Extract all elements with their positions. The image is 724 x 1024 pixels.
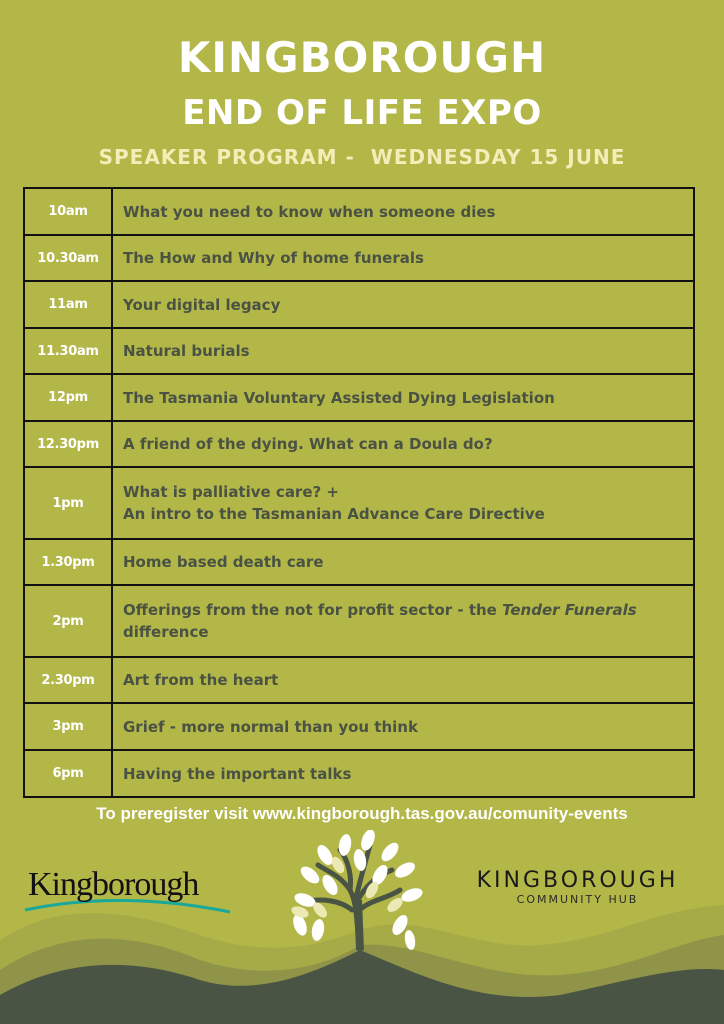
time-cell: 2.30pm: [25, 658, 113, 702]
topic-text: Home based death care: [123, 553, 324, 571]
table-row: [25, 540, 693, 586]
time-cell: 10.30am: [25, 236, 113, 280]
time-cell: 3pm: [25, 704, 113, 749]
topic-text-line1: What is palliative care? +: [123, 483, 339, 501]
topic-text: Art from the heart: [123, 671, 279, 689]
time-cell: 10am: [25, 189, 113, 234]
table-row: [25, 468, 693, 540]
topic-cell: [113, 189, 693, 234]
table-row: [25, 236, 693, 282]
time-cell: 1.30pm: [25, 540, 113, 584]
topic-cell: [113, 586, 693, 656]
topic-text: Natural burials: [123, 342, 250, 360]
topic-text-italic: Tender Funerals: [502, 601, 637, 619]
time-cell: 1pm: [25, 468, 113, 538]
time-cell: 12.30pm: [25, 422, 113, 466]
table-row: [25, 658, 693, 704]
topic-text: Your digital legacy: [123, 295, 281, 314]
title-kingborough: KINGBOROUGH: [177, 33, 547, 82]
rolling-hills-illustration: [0, 830, 724, 1024]
table-row: [25, 422, 693, 468]
topic-text-prefix: Offerings from the not for profit sector - the: [123, 601, 503, 619]
title-end-of-life-expo: END OF LIFE EXPO: [182, 93, 542, 133]
topic-text: [123, 599, 693, 621]
topic-cell: [113, 236, 693, 280]
table-row: [25, 704, 693, 751]
preregister-link-text[interactable]: To preregister visit www.kingborough.tas.gov.au/comunity-events: [96, 804, 628, 823]
table-row: [25, 751, 693, 796]
hub-logo-subtitle: COMMUNITY HUB: [516, 893, 639, 906]
topic-text: The How and Why of home funerals: [123, 249, 424, 267]
topic-text: A friend of the dying. What can a Doula do?: [123, 435, 493, 453]
table-row: [25, 282, 693, 329]
table-row: [25, 329, 693, 375]
topic-text: The Tasmania Voluntary Assisted Dying Legislation: [123, 388, 555, 407]
topic-cell: [113, 658, 693, 702]
topic-cell: [113, 375, 693, 420]
time-cell: 6pm: [25, 751, 113, 796]
topic-text-line2: An intro to the Tasmanian Advance Care Directive: [123, 505, 545, 523]
time-cell: 2pm: [25, 586, 113, 656]
topic-text: Grief - more normal than you think: [123, 717, 418, 736]
topic-cell: [113, 329, 693, 373]
topic-text: What you need to know when someone dies: [123, 202, 496, 221]
topic-cell: [113, 422, 693, 466]
table-row: [25, 189, 693, 236]
topic-cell: [113, 540, 693, 584]
topic-cell: [113, 704, 693, 749]
topic-text-suffix: difference: [123, 623, 209, 641]
topic-cell: [113, 468, 693, 538]
table-row: [25, 586, 693, 658]
speaker-schedule-table: [23, 187, 695, 798]
topic-cell: [113, 751, 693, 796]
kingborough-council-logo: Kingborough: [28, 866, 199, 903]
time-cell: 12pm: [25, 375, 113, 420]
kingborough-community-hub-logo: [455, 868, 700, 906]
time-cell: 11am: [25, 282, 113, 327]
time-cell: 11.30am: [25, 329, 113, 373]
table-row: [25, 375, 693, 422]
subtitle-speaker-program: SPEAKER PROGRAM - WEDNESDAY 15 JUNE: [98, 145, 626, 169]
hub-logo-name: KINGBOROUGH: [476, 868, 679, 893]
topic-text: Having the important talks: [123, 764, 352, 783]
topic-cell: [113, 282, 693, 327]
